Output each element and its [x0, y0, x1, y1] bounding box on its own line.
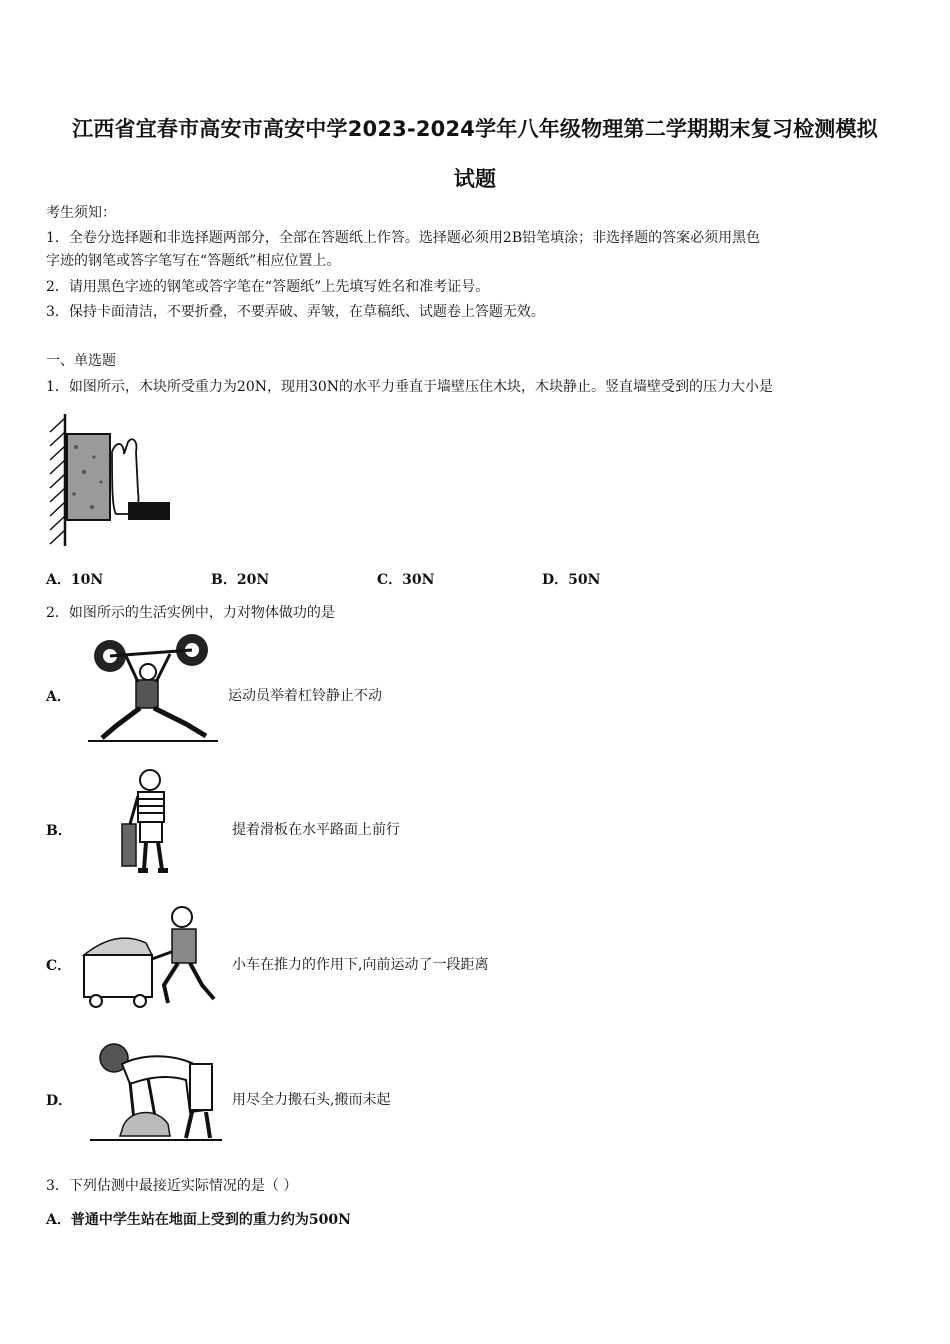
question-3-option-a[interactable]: A．普通中学生站在地面上受到的重力约为500N: [46, 1212, 351, 1228]
question-1-option-c[interactable]: C．30N: [377, 572, 435, 588]
page-title: 江西省宜春市高安市高安中学2023-2024学年八年级物理第二学期期末复习检测模拟: [72, 117, 878, 141]
question-3-stem: 3．下列估测中最接近实际情况的是（ ）: [46, 1178, 298, 1194]
notice-item-2: 2．请用黑色字迹的钢笔或答字笔在“答题纸”上先填写姓名和准考证号。: [46, 279, 490, 295]
section-heading: 一、单选题: [46, 353, 116, 369]
notice-item-3: 3．保持卡面清洁，不要折叠，不要弄破、弄皱，在草稿纸、试题卷上答题无效。: [46, 304, 545, 320]
question-2-option-a-text[interactable]: 运动员举着杠铃静止不动: [228, 688, 382, 704]
weightlifter-icon: [82, 632, 222, 744]
person-pushing-cart-icon: [74, 903, 226, 1011]
question-2-option-a-letter[interactable]: A．: [46, 689, 71, 705]
question-1-stem: 1．如图所示，木块所受重力为20N，现用30N的水平力垂直于墙壁压住木块，木块静止。竖直墙壁受到的压力大小是: [46, 379, 774, 395]
question-2-option-b-letter[interactable]: B．: [46, 823, 72, 839]
question-2-option-c-letter[interactable]: C．: [46, 958, 72, 974]
wall-block-hand-icon: [44, 412, 174, 548]
notice-item-1: 1．全卷分选择题和非选择题两部分，全部在答题纸上作答。选择题必须用2B铅笔填涂；非选择题的答案必须用黑色: [46, 230, 761, 246]
question-1-option-d[interactable]: D．50N: [542, 572, 601, 588]
notice-heading: 考生须知：: [46, 205, 116, 221]
question-2-option-d-text[interactable]: 用尽全力搬石头,搬而未起: [232, 1092, 391, 1108]
person-lifting-rock-icon: [86, 1034, 226, 1146]
question-1-option-b[interactable]: B．20N: [211, 572, 270, 588]
notice-item-1-cont: 字迹的钢笔或答字笔写在“答题纸”相应位置上。: [46, 253, 341, 269]
question-2-option-c-text[interactable]: 小车在推力的作用下,向前运动了一段距离: [232, 957, 489, 973]
question-1-option-a[interactable]: A．10N: [46, 572, 104, 588]
question-2-option-b-text[interactable]: 提着滑板在水平路面上前行: [232, 822, 400, 838]
boy-with-skateboard-icon: [110, 766, 180, 878]
question-2-option-d-letter[interactable]: D．: [46, 1093, 73, 1109]
page-title-line2: 试题: [453, 167, 497, 191]
question-2-stem: 2．如图所示的生活实例中，力对物体做功的是: [46, 605, 335, 621]
